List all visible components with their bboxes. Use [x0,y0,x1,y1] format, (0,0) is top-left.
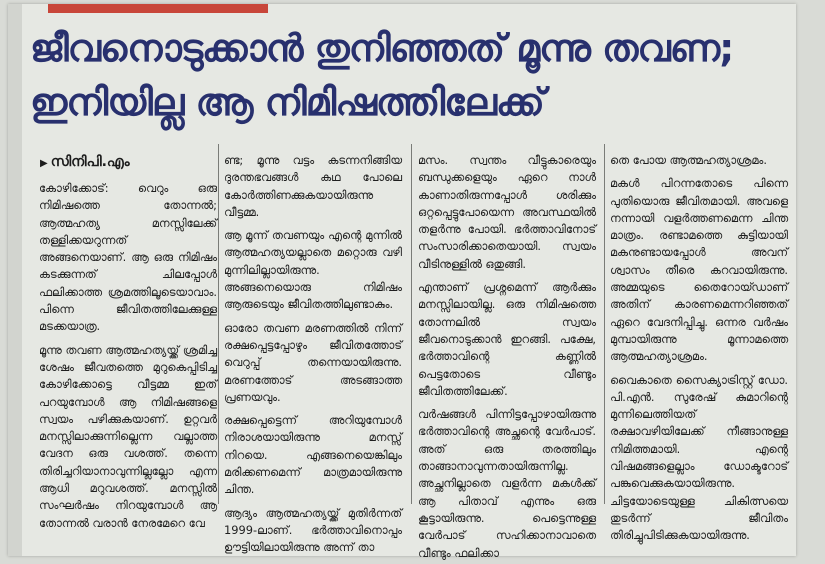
article-column-4 [610,152,788,543]
column-divider [604,144,605,504]
page-margin [8,4,22,556]
column-2-paragraph: ആ മൂന്ന് തവണയും എന്റെ മുന്നിൽ ആത്മഹത്യയല്ലാതെ മറ്റൊരു വഴി മുന്നിലില്ലായിരുന്നു. അങ്ങനെയൊരു നിമിഷം ആരുടെയും ജീവിതത്തിലുണ്ടാകും. [224,228,402,312]
article-column-1 [39,180,217,530]
byline [40,154,130,170]
article-column-3 [418,152,596,560]
column-2-paragraph: ണ്ട; മൂന്നു വട്ടം കടന്നനിങ്ങിയ ദുരന്തഭവങ്ങൾ കഥ പോലെ കോർത്തിണക്കുകയായിരുന്നു വീട്ടമ്മ. [224,153,402,219]
column-3-paragraph: മസം. സ്വന്തം വീട്ടുകാരെയും ബന്ധുക്കളെയും ഏറെ നാൾ കാണാതിരുന്നപ്പോൾ ശരിക്കും ഒറ്റപ്പെട്ടുപോയെന്ന അവസ്ഥയിൽ തളർന്നു പോയി. ഭർത്താവിനോട് സംസാരിക്കാതെയായി. സ്വയം വീടിനുള്ളിൽ ഒതുങ്ങി. [418,153,596,271]
column-3-paragraph: എന്താണ് പ്രശ്നമെന്ന് ആർക്കും മനസ്സിലായില്ല. ഒരു നിമിഷത്തെ തോന്നലിൽ സ്വയം ജീവനൊടുക്കാൻ ഇറങ്ങി. പക്ഷേ, ഭർത്താവിന്റെ കണ്ണിൽ പെട്ടതോടെ വീണ്ടും ജീവിതത്തിലേക്ക്. [418,280,596,398]
column-divider [218,144,219,504]
column-2-paragraph: രക്ഷപ്പെട്ടെന്ന് അറിയുമ്പോൾ നിരാശയായിരുന്നു മനസ്സ് നിറയെ. എങ്ങനെയെങ്കിലും മരിക്കണമെന്ന് മാത്രമായിരുന്നു ചിന്ത. [224,413,402,497]
headline-line-1: ജീവനൊടുക്കാൻ തുനിഞ്ഞത് മൂന്നു തവണ; [30,26,734,70]
column-4-paragraph: തെ പോയ ആത്മഹത്യാശ്രമം. [610,153,767,167]
section-color-bar [48,4,268,13]
byline-author: സിനിപി.എം [50,154,130,170]
article-column-2 [224,152,402,555]
newspaper-clipping [8,4,796,560]
column-4-paragraph: മകൾ പിറന്നതോടെ പിന്നെ പുതിയൊരു ജീവിതമായി. അവളെ നന്നായി വളർത്തണമെന്ന ചിന്ത മാത്രം. രണ്ടാമത്തെ കുട്ടിയായി മകനുണ്ടായപ്പോൾ അവന് ശ്വാസം തീരെ കറവായിരുന്നു. അമ്മയുടെ തൈറോയ്ഡാണ് അതിന് കാരണമെന്നറിഞ്ഞത് ഏറെ വേദനിപ്പിച്ചു. ഒന്നര വർഷം മുമ്പായിരുന്നു മൂന്നാമത്തെ ആത്മഹത്യാശ്രമം. [610,176,788,364]
column-divider [411,144,412,504]
column-2-paragraph: ആദ്യം ആത്മഹത്യയ്ക്ക് മുതിർന്നത് 1999-ലാണ്. ഭർത്താവിനൊപ്പം ഊട്ടിയിലായിരുന്നു അന്ന് താ [224,505,402,555]
headline-line-2: ഇനിയില്ല ആ നിമിഷത്തിലേക്ക് [30,80,544,124]
column-2-paragraph: ഓരോ തവണ മരണത്തിൽ നിന്ന് രക്ഷപ്പെട്ടപ്പോഴും ജീവിതത്തോട് വെറുപ്പ് തന്നെയായിരുന്നു. മരണത്തോട് അടങ്ങാത്ത പ്രണയവും. [224,320,402,404]
column-4-paragraph: വൈകാതെ സൈക്യാട്രിസ്റ്റ് ഡോ. പി.എൻ. സുരേഷ് കുമാറിന്റെ മുന്നിലെത്തിയത് രക്ഷാവഴിയിലേക്ക് നീങ്ങാനുള്ള നിമിത്തമായി. എന്റെ വിഷമങ്ങളെല്ലാം ഡോക്ടറോട് പങ്കുവെക്കുകയായിരുന്നു. ചിട്ടയോടെയുള്ള ചികിത്സയെ തുടർന്ന് ജീവിതം തിരിച്ചുപിടിക്കുകയായിരുന്നു. [610,372,788,543]
column-1-paragraph: കോഴിക്കോട്: വെറും ഒരു നിമിഷത്തെ തോന്നൽ; ആത്മഹത്യ മനസ്സിലേക്ക് തള്ളിക്കയറുന്നത് അങ്ങനെയാണ്. ആ ഒരു നിമിഷം കടക്കുന്നത് ചിലപ്പോൾ ഫലിക്കാത്ത ശ്രമത്തിലൂടെയാവാം. പിന്നെ ജീവിതത്തിലേക്കുള്ള മടക്കയാത്ര. [39,181,217,334]
column-1-paragraph: മൂന്നു തവണ ആത്മഹത്യയ്ക്ക് ശ്രമിച്ച ശേഷം ജീവതത്തെ മുറുകെപ്പിടിച്ച കോഴിക്കോട്ടെ വീട്ടമ്മ ഇത് പറയുമ്പോൾ ആ നിമിഷങ്ങളെ സ്വയം പഴിക്കുകയാണ്. ഉറ്റവർ മനസ്സിലാക്കുന്നില്ലെന്ന വല്ലാത്ത വേദന ഒരു വശത്ത്. തന്നെ തിരിച്ചറിയാനാവുന്നില്ലല്ലോ എന്ന ആധി മറുവശത്ത്. മനസ്സിൽ സംഘർഷം നിറയുമ്പോൾ ആ തോന്നൽ വരാൻ നേരമേറെ വേ [39,342,217,530]
byline-marker-icon: ▶ [40,158,48,169]
column-3-paragraph: വർഷങ്ങൾ പിന്നിട്ടപ്പോഴായിരുന്നു ഭർത്താവിന്റെ അച്ഛന്റെ വേർപാട്. അത് ഒരു തരത്തിലും താങ്ങാനാവുന്നതായിരുന്നില്ല. അച്ഛനില്ലാതെ വളർന്ന മകൾക്ക് ആ പിതാവ് എന്നും ഒരു കൂട്ടായിരുന്നു. പെട്ടെന്നുള്ള വേർപാട് സഹിക്കാനാവാതെ വീണ്ടും ഫലിക്കാ [418,407,596,560]
